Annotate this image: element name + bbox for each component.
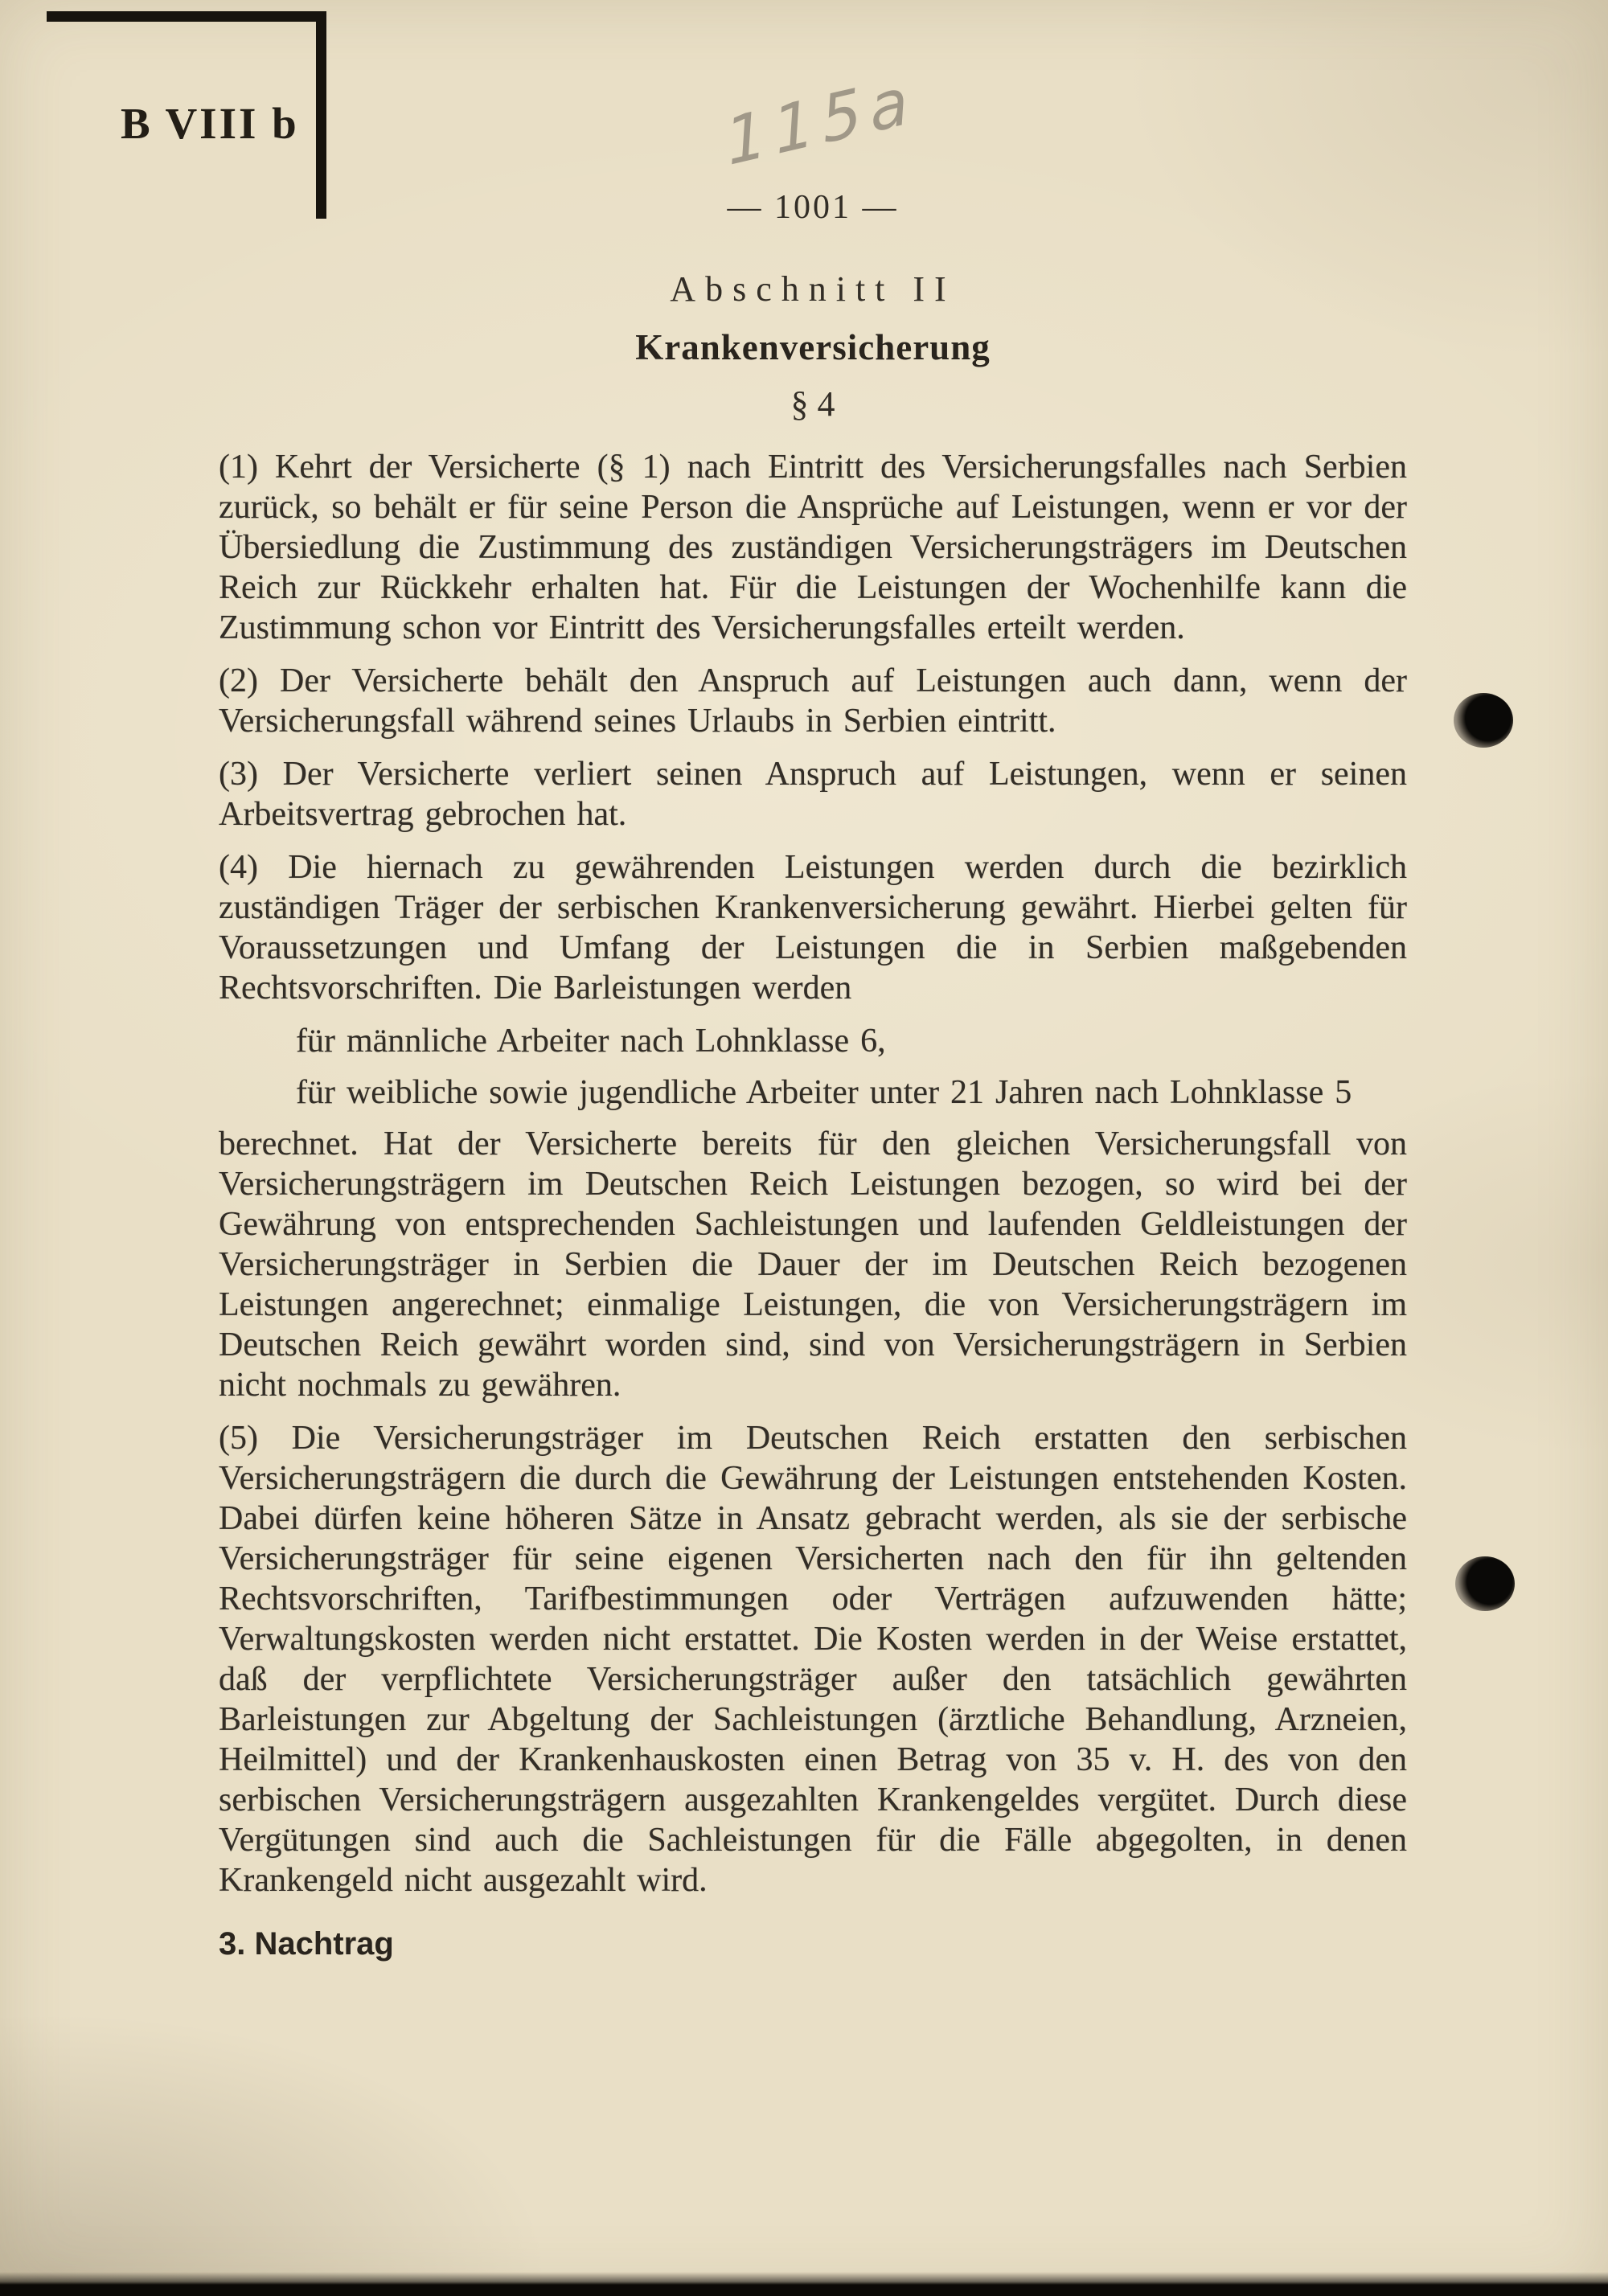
hole-punch-bottom [1455, 1556, 1515, 1611]
handwritten-note: 115a [721, 61, 921, 181]
section-heading: Abschnitt II [670, 269, 956, 309]
hole-punch-top [1454, 693, 1513, 748]
paragraph-1: (1) Kehrt der Versicherte (§ 1) nach Eintritt des Versicherungsfalles nach Serbien zurück, so behält er für seine Person die Ansprüche auf Leistungen, wenn er vor der Übersiedlung die Zustimmung des zuständigen Versicherungsträgers im Deutschen Reich zur Rückkehr erhalten hat. Für die Leistungen der Wochenhilfe kann die Zustimmung schon vor Eintritt des Versicherungsfalles erteilt werden. [219, 449, 1407, 646]
paragraph-4: (4) Die hiernach zu gewährenden Leistungen werden durch die bezirklich zuständigen Träger der serbischen Krankenversicherung gewährt. Hierbei gelten für Voraussetzungen und Umfang der Leistungen die in Serbien maßgebenden Rechtsvorschriften. Die Barleistungen werden [219, 849, 1407, 1007]
page-number: — 1001 — [727, 189, 899, 226]
paragraph-3: (3) Der Versicherte verliert seinen Anspruch auf Leistungen, wenn er seinen Arbeitsvertrag gebrochen hat. [219, 756, 1407, 833]
document-title: Krankenversicherung [635, 327, 991, 367]
paragraph-2: (2) Der Versicherte behält den Anspruch auf Leistungen auch dann, wenn der Versicherungsfall während seines Urlaubs in Serbien eintritt. [219, 662, 1407, 740]
clause-heading: § 4 [790, 384, 835, 424]
scan-edge-bottom [0, 2272, 1608, 2296]
wage-class-item-2: für weibliche sowie jugendliche Arbeiter unter 21 Jahren nach Lohnklasse 5 [296, 1074, 1352, 1111]
paragraph-5: (5) Die Versicherungsträger im Deutschen Reich erstatten den serbischen Versicherungsträgern die durch die Gewährung der Leistungen entstehenden Kosten. Dabei dürfen keine höheren Sätze in Ansatz gebracht werden, als sie der serbische Versicherungsträger für seine eigenen Versicherten nach den für ihn geltenden Rechtsvorschriften, Tarifbestimmungen oder Verträgen aufzuwenden hätte; Verwaltungskosten werden nicht erstattet. Die Kosten werden in der Weise erstattet, daß der verpflichtete Versicherungsträger außer den tatsächlich gewährten Barleistungen zur Abgeltung der Sachleistungen (ärztliche Behandlung, Arzneien, Heilmittel) und der Krankenhauskosten einen Betrag von 35 v. H. des von den serbischen Versicherungsträgern ausgezahlten Krankengeldes vergütet. Durch diese Vergütungen sind auch die Sachleistungen für die Fälle abgegolten, in denen Krankengeld nicht ausgezahlt wird. [219, 1420, 1407, 1899]
wage-class-item-1: für männliche Arbeiter nach Lohnklasse 6, [296, 1023, 886, 1060]
footer-label: 3. Nachtrag [219, 1926, 394, 1962]
classification-label: B VIII b [121, 99, 299, 148]
body-text [219, 447, 1407, 1900]
document-content [219, 0, 1407, 1962]
paragraph-4-continuation: berechnet. Hat der Versicherte bereits für den gleichen Versicherungsfall von Versicherungsträgern im Deutschen Reich Leistungen bezogen, so wird bei der Gewährung von entsprechenden Sachleistungen und laufenden Geldleistungen der Versicherungsträger in Serbien die Dauer der im Deutschen Reich bezogenen Leistungen angerechnet; einmalige Leistungen, die von Versicherungsträgern im Deutschen Reich gewährt worden sind, sind von Versicherungsträgern in Serbien nicht nochmals zu gewähren. [219, 1125, 1407, 1404]
